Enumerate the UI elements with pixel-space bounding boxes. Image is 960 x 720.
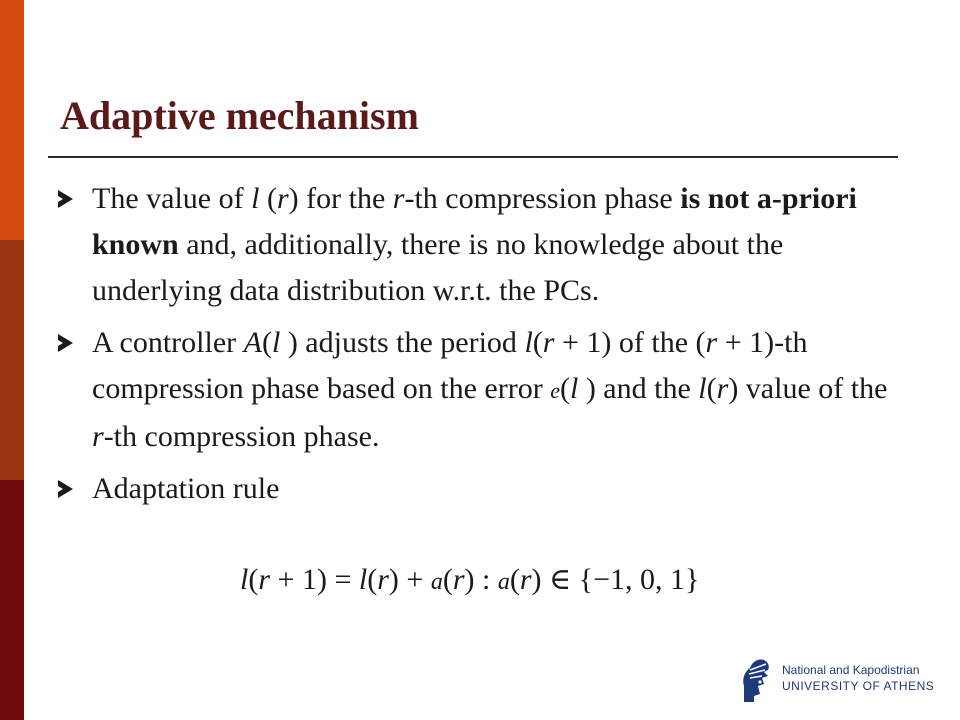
text-run: ) for the xyxy=(288,182,393,215)
math-variable: r xyxy=(519,563,532,596)
university-logo xyxy=(738,654,938,706)
text-run: ) value of the xyxy=(728,372,888,405)
math-variable: a xyxy=(497,569,510,595)
text-run: The value of xyxy=(92,182,252,215)
arrow-bullet-icon xyxy=(58,480,73,498)
math-variable: l xyxy=(358,563,368,596)
text-run: ( xyxy=(532,326,543,359)
math-text: ( xyxy=(367,563,378,596)
math-variable: e xyxy=(550,378,560,403)
text-run: -th compression phase. xyxy=(103,420,380,453)
side-accent-bar xyxy=(0,0,24,720)
bullet-item xyxy=(58,466,908,512)
math-text: ( xyxy=(442,563,453,596)
text-run: ( xyxy=(261,326,272,359)
logo-line-2: UNIVERSITY OF ATHENS xyxy=(782,679,935,693)
math-variable: l xyxy=(271,326,281,359)
math-variable: r xyxy=(258,563,271,596)
text-run: + 1)-th compression phase based on the error xyxy=(92,326,808,405)
math-variable: l xyxy=(251,182,260,215)
logo-wordmark xyxy=(782,662,934,694)
accent-segment-bottom xyxy=(0,480,24,720)
arrow-bullet-icon xyxy=(58,334,73,352)
accent-segment-middle xyxy=(0,240,24,480)
math-text: ) : xyxy=(464,563,498,596)
athena-head-icon xyxy=(738,656,772,704)
bullet-item xyxy=(58,176,908,314)
math-variable: r xyxy=(377,563,389,596)
text-run: ) adjusts the period xyxy=(280,326,525,359)
math-text: ) + xyxy=(388,563,431,596)
text-run: + 1) of the ( xyxy=(554,326,706,359)
math-text: ) ∈ {−1, 0, 1} xyxy=(531,563,700,596)
slide-title: Adaptive mechanism xyxy=(60,93,419,138)
text-run: and, additionally, there is no knowledge about the underlying data distribution w.r.t. the PCs. xyxy=(92,228,784,307)
math-variable: r xyxy=(716,372,729,405)
accent-segment-top xyxy=(0,0,24,240)
text-run: A controller xyxy=(92,326,244,359)
math-text: + 1) = xyxy=(270,563,359,596)
math-variable: r xyxy=(705,326,718,359)
math-variable: l xyxy=(698,372,707,405)
math-text: ( xyxy=(248,563,259,596)
math-variable: r xyxy=(276,182,289,215)
text-run: ( xyxy=(559,372,570,405)
math-variable: r xyxy=(452,563,465,596)
math-variable: l xyxy=(524,326,533,359)
math-variable: r xyxy=(92,420,104,453)
logo-line-1: National and Kapodistrian xyxy=(782,663,920,677)
bullet-item xyxy=(58,320,908,460)
math-text: ( xyxy=(509,563,520,596)
text-run: -th compression phase xyxy=(404,182,681,215)
text-run: ) and the xyxy=(578,372,699,405)
text-run: ( xyxy=(259,182,277,215)
math-variable: a xyxy=(430,569,443,595)
text-run: ( xyxy=(706,372,717,405)
title-underline xyxy=(48,156,898,158)
math-variable: r xyxy=(392,182,405,215)
math-variable: l xyxy=(569,372,579,405)
math-variable: l xyxy=(240,563,249,596)
adaptation-equation xyxy=(240,560,699,602)
math-variable: r xyxy=(542,326,555,359)
text-run: Adaptation rule xyxy=(92,472,280,505)
math-variable: A xyxy=(243,326,262,359)
arrow-bullet-icon xyxy=(58,190,73,208)
bullet-list xyxy=(58,176,908,518)
bold-phrase: is not a-priori known xyxy=(92,182,857,261)
